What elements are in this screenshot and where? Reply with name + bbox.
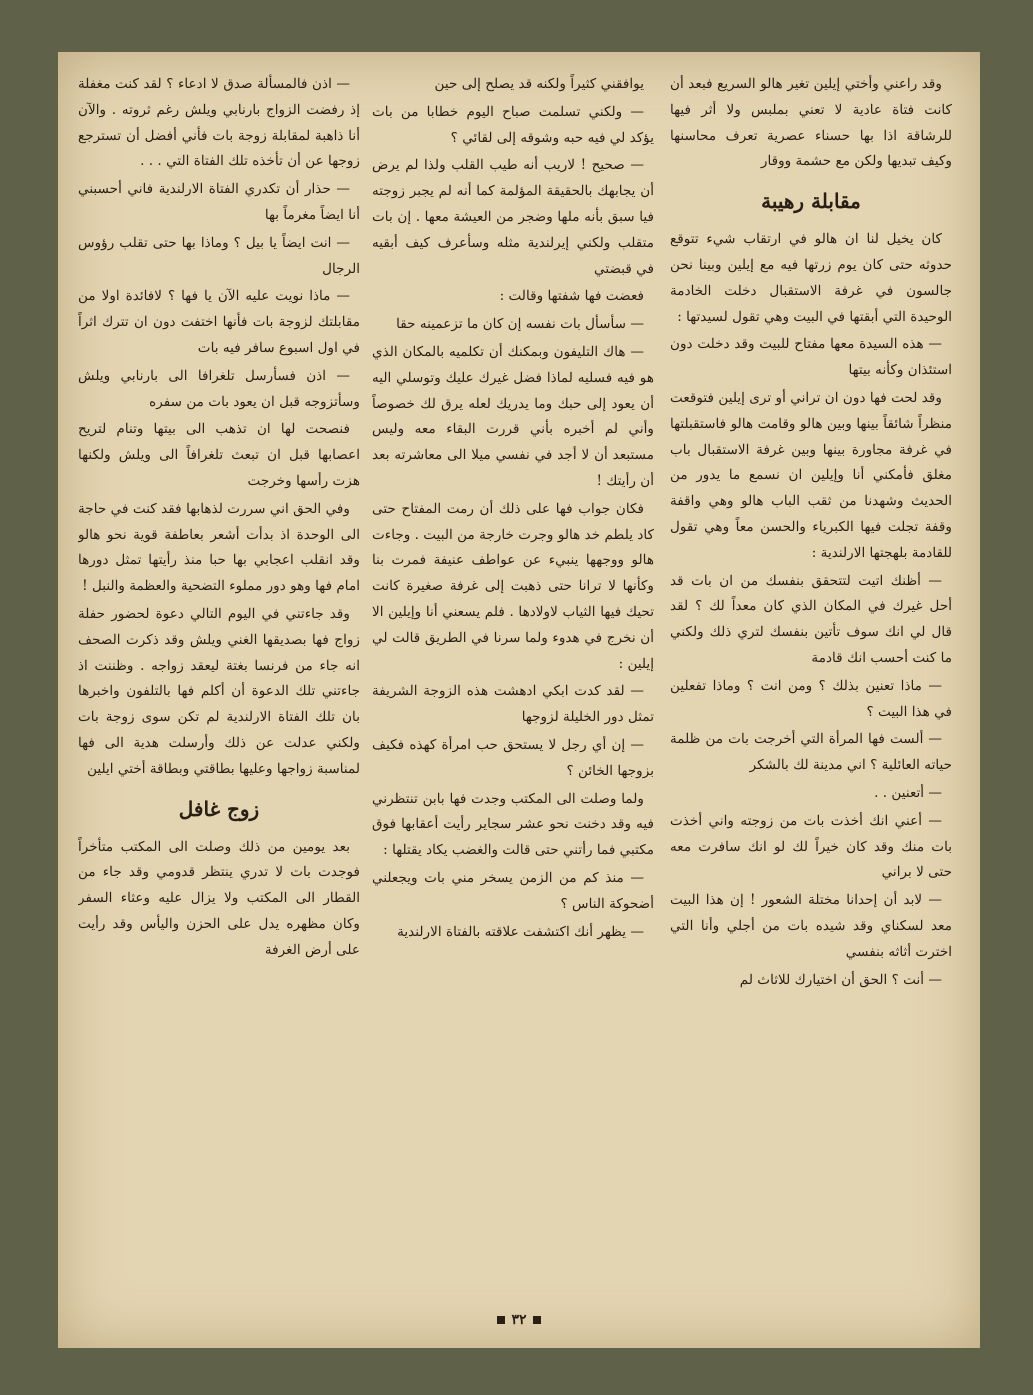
paragraph: — هاك التليفون وبمكنك أن تكلميه بالمكان الذي هو فيه فسليه لماذا فضل غيرك عليك وتوسلي اليه أن يعود إلى حبك وما يدريك لعله يرق لك خصوصاً وأني لم أخبره بأني قررت البقاء معه وليس مستبعد أن لا أجد في نفسي ميلا الى معاشرته بعد أن رأيتك ! [372,343,654,489]
bullet-square-icon [497,1316,505,1324]
paragraph: — صحيح ! لاريب أنه طيب القلب ولذا لم يرض أن يجابهك بالحقيقة المؤلمة كما أنه لم يجبر زوجته فيا سبق بأنه ملها وضجر من العيشة معها . إن بات متقلب ولكني إيرلندية مثله وسأعرف كيف أبقيه في قبضتي [372,157,654,277]
paragraph: ولما وصلت الى المكتب وجدت فها بابن تنتظرني فيه وقد دخنت نحو عشر سجاير رأيت أعقابها فوق مكتبي فما رأتني حتى قالت والغضب يكاد يقتلها : [372,790,654,859]
paragraph: — أنت ؟ الحق أن اختيارك للاثاث لم [739,971,942,988]
paragraph: كان يخيل لنا ان هالو في ارتقاب شيء تتوقع حدوثه حتى كان يوم زرتها فيه مع إيلين وبينا نحن جالسون في غرفة الاستقبال دخلت الخادمة الوحيدة التي أبقتها في البيت وهي تقول لسيدتها : [670,231,952,325]
paragraph: — يظهر أنك اكتشفت علاقته بالفتاة الارلندية [397,923,644,940]
column-right [670,72,952,1287]
section-heading: زوج غافل [178,796,260,821]
paragraph: وقد راعني وأختي إيلين تغير هالو السريع فبعد أن كانت فتاة عادية لا تعني بملبس ولا أثر فيها للرشاقة اذا بها حسناء عصرية تعرف محاسنها وكيف تبديها ولكن مع حشمة ووقار [670,76,952,170]
paragraph: وقد جاءتني في اليوم التالي دعوة لحضور حفلة زواج فها بصديقها الغني ويلش وقد ذكرت الصحف انه جاء من فرنسا بغتة ليعقد زواجه . وظننت اذ جاءتني تلك الدعوة أن أكلم فها بالتلفون واخبرها بان تلك الفتاة الارلندية لم تكن سوى زوجة بات ولكني عدلت عن ذلك وأرسلت هدية الى فها لمناسبة زواجها وعليها بطاقتي وبطاقة أختي ايلين [78,605,360,777]
paragraph: — ماذا نويت عليه الآن يا فها ؟ لافائدة اولا من مقابلتك لزوجة بات فأنها اختفت دون ان تترك اثراً في اول اسبوع سافر فيه بات [78,288,360,356]
paragraph: — اذن فالمسألة صدق لا ادعاء ؟ لقد كنت مغفلة إذ رفضت الزواج بارنابي ويلش رغم ثروته . والآن أنا ذاهبة لمقابلة زوجة بات فأني أفضل أن تسترجع زوجها عن أن تأخذه تلك الفتاة التي . . . [78,76,360,170]
paragraph: فعضت فها شفتها وقالت : [499,288,644,305]
column-middle [372,72,654,1287]
paragraph: — أظنك اتيت لتتحقق بنفسك من ان بات قد أحل غيرك في المكان الذي كان معداً لك ؟ لقد قال لي انك سوف تأتين بنفسك لتري ذلك ولكني ما كنت أحسب انك قادمة [670,572,952,666]
paragraph: بعد يومين من ذلك وصلت الى المكتب متأخراً فوجدت بات لا تدري ينتظر قدومي وقد جاء من القطار الى المكتب ولا يزال عليه وعثاء السفر وكان مظهره يدل على الحزن واليأس وقد رأيت على أرض الغرفة [78,838,360,958]
paragraph: فنصحت لها ان تذهب الى بيتها وتنام لتريح اعصابها قبل ان تبعث تلغرافاً الى ويلش ولكنها هزت رأسها وخرجت [78,421,360,489]
page-footer [58,1312,980,1328]
paragraph: — أتعنين . . [874,784,942,801]
paragraph: — حذار أن تكدري الفتاة الارلندية فاني أحسبني أنا ايضاً مغرماً بها [78,181,360,223]
paragraph: — انت ايضاً يا بيل ؟ وماذا بها حتى تقلب رؤوس الرجال [78,234,360,277]
paragraph: وقد لحت فها دون ان تراني أو ترى إيلين فتوقعت منظراً شائقاً بينها وبين هالو وقامت هالو فاستقبلتها في غرفة مجاورة بينها وبين غرفة الاستقبال باب مغلق فأمكني أنا وإيلين ان نسمع ما يدور من الحديث وشهدنا من ثقب الباب هالو وهي واقفة وقفة تجلت فيها الكبرياء والحسن معاً وهي تقول للقادمة بلهجتها الارلندية : [670,389,952,561]
paragraph: — ماذا تعنين بذلك ؟ ومن انت ؟ وماذا تفعلين في هذا البيت ؟ [670,677,952,720]
paragraph: وفي الحق اني سررت لذهابها فقد كنت في حاجة الى الوحدة اذ بدأت أشعر بعاطفة قوية نحو هالو وقد انقلب اعجابي بها حبا منذ رأيتها تمثل دورها امام فها وهو دور مملوء التضحية والعظمة والنبل ! [78,500,360,595]
paragraph: — ولكني تسلمت صباح اليوم خطابا من بات يؤكد لي فيه حبه وشوقه إلى لقائي ؟ [372,103,654,146]
bullet-square-icon [533,1316,541,1324]
section-heading: مقابلة رهيبة [761,189,861,214]
paragraph: — ألست فها المرأة التي أخرجت بات من ظلمة حياته العائلية ؟ اني مدينة لك بالشكر [670,731,952,774]
paragraph: — منذ كم من الزمن يسخر مني بات ويجعلني أضحوكة الناس ؟ [372,869,654,912]
magazine-page [58,52,980,1348]
paragraph: فكان جواب فها على ذلك أن رمت المفتاح حتى كاد يلطم خد هالو وجرت خارجة من البيت . وجاءت هالو ووجهها ينبيء عن عواطف عنيفة فمرت بنا وكأنها لا ترانا حتى ذهبت إلى غرفة صغيرة كانت تحيك فيها الثياب لاولادها . فلم يسعني أنا وإيلين الا أن نخرج في هدوء ولما سرنا في الطريق قالت لي إيلين : [372,500,654,672]
paragraph: — أعني انك أخذت بات من زوجته واني أخذت بات منك وقد كان خيراً لك لو انك سافرت معه حتى لا براني [670,812,952,881]
paragraph: — سأسأل بات نفسه إن كان ما تزعمينه حقا [396,316,644,333]
paragraph: — إن أي رجل لا يستحق حب امرأة كهذه فكيف بزوجها الخائن ؟ [372,736,654,779]
paragraph: — لابد أن إحدانا مختلة الشعور ! إن هذا البيت معد لسكناي وقد شيده بات من أجلي وأنا التي اخترت أثاثه بنفسي [670,892,952,960]
paragraph: — لقد كدت ابكي ادهشت هذه الزوجة الشريفة تمثل دور الخليلة لزوجها [372,683,654,726]
column-left [78,72,360,1287]
paragraph: يوافقني كثيراً ولكنه قد يصلح إلى حين [434,76,644,92]
paragraph: — اذن فسأرسل تلغرافا الى بارنابي ويلش وسأتزوجه قبل ان يعود بات من سفره [78,367,360,410]
paragraph: — هذه السيدة معها مفتاح للبيت وقد دخلت دون استئذان وكأنه بيتها [670,336,952,379]
page-number: ٣٢ [511,1312,527,1328]
